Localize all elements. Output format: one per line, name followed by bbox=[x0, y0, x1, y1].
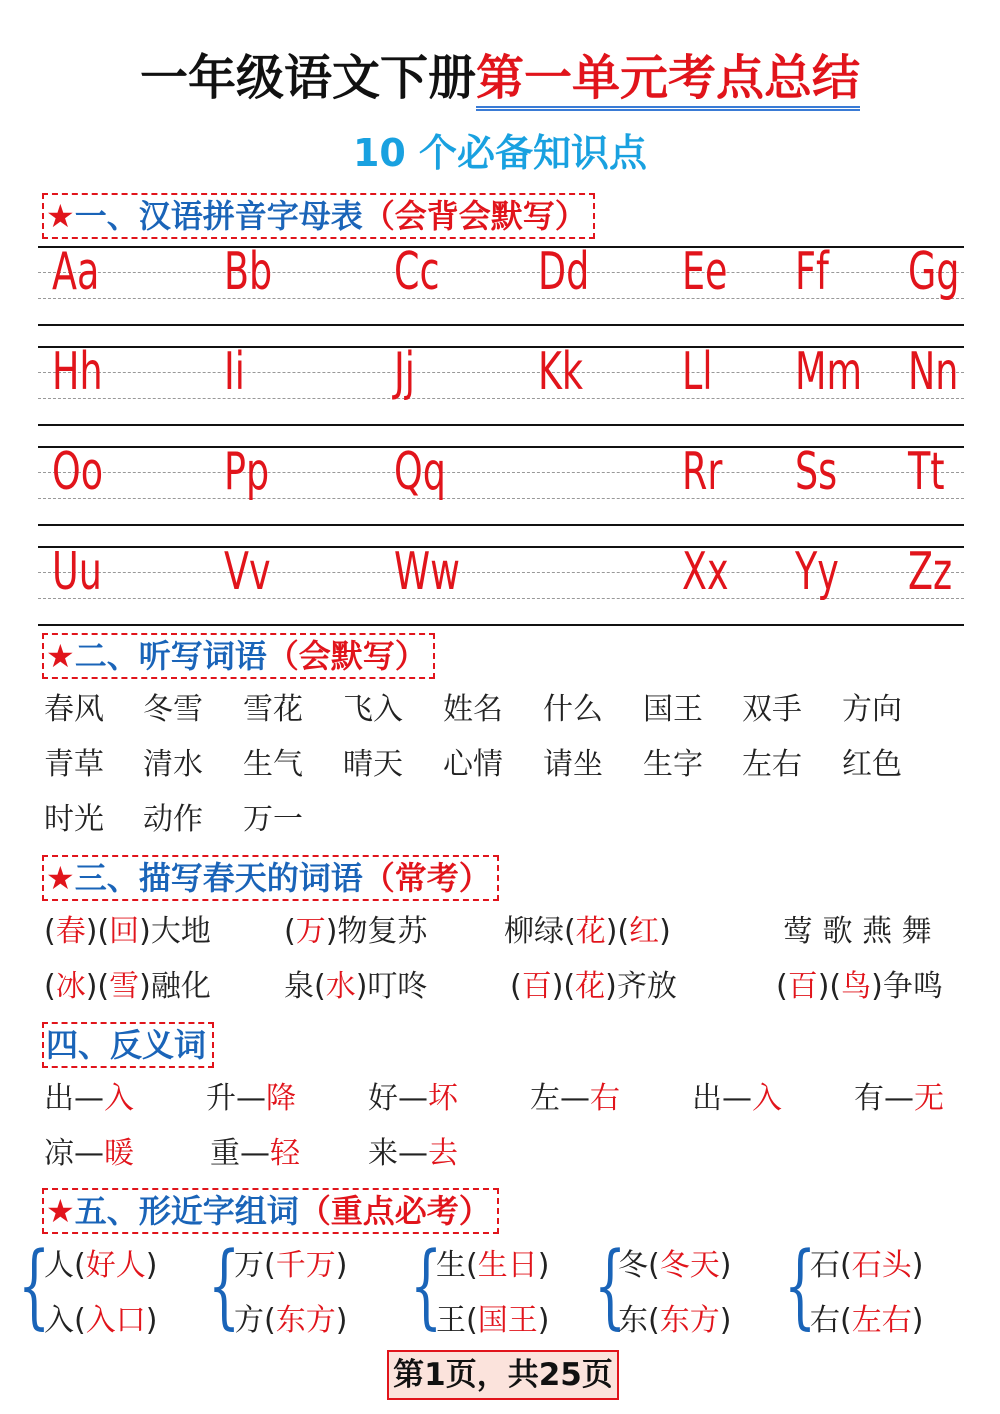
antonym-pair: 好—坏 bbox=[368, 1081, 458, 1116]
word: 冬雪 bbox=[143, 692, 203, 727]
section-title: 四、反义词 bbox=[46, 1026, 207, 1064]
phrase: 柳绿(花)(红) bbox=[504, 914, 671, 949]
section-header-alphabet bbox=[42, 193, 595, 239]
letter-pair: Uu bbox=[52, 542, 102, 602]
word: 雪花 bbox=[243, 692, 303, 727]
word: 心情 bbox=[443, 747, 503, 782]
letter-pair: Zz bbox=[908, 542, 953, 602]
letter-pair: Ss bbox=[795, 442, 838, 502]
phrase: 泉(水)叮咚 bbox=[284, 969, 428, 1004]
section-title: 二、听写词语 bbox=[74, 637, 267, 675]
char-word: 生(生日) bbox=[436, 1248, 550, 1283]
char-word: 冬(冬天) bbox=[618, 1248, 732, 1283]
letter-pair: Rr bbox=[682, 442, 723, 502]
letter-pair: Mm bbox=[795, 342, 863, 402]
char-word: 石(石头) bbox=[810, 1248, 924, 1283]
letter-pair: Nn bbox=[908, 342, 959, 402]
letter-pair: Jj bbox=[394, 342, 415, 402]
letter-pair: Ii bbox=[224, 342, 245, 402]
section-note: （会默写） bbox=[266, 637, 427, 675]
section-header-dictation bbox=[42, 633, 435, 679]
phrase: (春)(回)大地 bbox=[44, 914, 211, 949]
char-word: 东(东方) bbox=[618, 1303, 732, 1338]
word: 生字 bbox=[643, 747, 703, 782]
section-title: 五、形近字组词 bbox=[74, 1192, 299, 1230]
letter-pair: Xx bbox=[682, 542, 729, 602]
letter-pair: Kk bbox=[538, 342, 584, 402]
section-note: （会背会默写） bbox=[362, 197, 587, 235]
brace-icon: { bbox=[208, 1232, 241, 1339]
letter-pair: Cc bbox=[394, 242, 440, 302]
word: 红色 bbox=[842, 747, 902, 782]
letter-pair: Ll bbox=[682, 342, 713, 402]
word: 飞入 bbox=[343, 692, 403, 727]
char-word: 入(入口) bbox=[44, 1303, 158, 1338]
letter-pair: Ee bbox=[682, 242, 728, 302]
word: 国王 bbox=[643, 692, 703, 727]
word: 双手 bbox=[742, 692, 802, 727]
phrase: (百)(鸟)争鸣 bbox=[776, 969, 943, 1004]
letter-pair: Vv bbox=[224, 542, 271, 602]
letter-pair: Tt bbox=[908, 442, 945, 502]
char-word: 右(左右) bbox=[810, 1303, 924, 1338]
char-word: 王(国王) bbox=[436, 1303, 550, 1338]
word: 万一 bbox=[243, 802, 303, 837]
antonym-pair: 左—右 bbox=[530, 1081, 620, 1116]
section-title: 一、汉语拼音字母表 bbox=[74, 197, 363, 235]
phrase: 莺 歌 燕 舞 bbox=[783, 914, 932, 949]
word: 请坐 bbox=[543, 747, 603, 782]
section-header-spring bbox=[42, 855, 499, 901]
section-note: （重点必考） bbox=[298, 1192, 491, 1230]
antonym-pair: 升—降 bbox=[206, 1081, 296, 1116]
word: 时光 bbox=[44, 802, 104, 837]
word: 什么 bbox=[543, 692, 603, 727]
antonym-pair: 出—入 bbox=[692, 1081, 782, 1116]
antonym-pair: 重—轻 bbox=[210, 1136, 300, 1171]
phrase: (万)物复苏 bbox=[284, 914, 428, 949]
word: 方向 bbox=[842, 692, 902, 727]
page-subtitle: 10 个必备知识点 bbox=[352, 131, 648, 175]
char-word: 万(千万) bbox=[234, 1248, 348, 1283]
word: 姓名 bbox=[443, 692, 503, 727]
brace-icon: { bbox=[410, 1232, 443, 1339]
antonym-pair: 凉—暖 bbox=[44, 1136, 134, 1171]
letter-pair: Ff bbox=[795, 242, 829, 302]
star-icon: ★ bbox=[46, 637, 75, 675]
char-word: 人(好人) bbox=[44, 1248, 158, 1283]
word: 生气 bbox=[243, 747, 303, 782]
word: 清水 bbox=[143, 747, 203, 782]
section-note: （常考） bbox=[362, 859, 491, 897]
letter-pair: Yy bbox=[795, 542, 839, 602]
antonym-pair: 有—无 bbox=[854, 1081, 944, 1116]
char-word: 方(东方) bbox=[234, 1303, 348, 1338]
letter-pair: Ww bbox=[394, 542, 460, 602]
letter-pair: Hh bbox=[52, 342, 103, 402]
brace-icon: { bbox=[784, 1232, 817, 1339]
brace-icon: { bbox=[594, 1232, 627, 1339]
word: 动作 bbox=[143, 802, 203, 837]
word: 春风 bbox=[44, 692, 104, 727]
title-part2: 第一单元考点总结 bbox=[476, 50, 860, 111]
antonym-pair: 来—去 bbox=[368, 1136, 458, 1171]
letter-pair: Pp bbox=[224, 442, 270, 502]
letter-pair: Aa bbox=[52, 242, 100, 302]
section-title: 三、描写春天的词语 bbox=[74, 859, 363, 897]
phrase: (冰)(雪)融化 bbox=[44, 969, 211, 1004]
letter-pair: Qq bbox=[394, 442, 446, 502]
word: 晴天 bbox=[343, 747, 403, 782]
star-icon: ★ bbox=[46, 859, 75, 897]
letter-pair: Oo bbox=[52, 442, 104, 502]
page-title bbox=[0, 48, 1000, 108]
antonym-pair: 出—入 bbox=[44, 1081, 134, 1116]
letter-pair: Gg bbox=[908, 242, 960, 302]
section-header-similar bbox=[42, 1188, 499, 1234]
phrase: (百)(花)齐放 bbox=[510, 969, 677, 1004]
word: 青草 bbox=[44, 747, 104, 782]
letter-pair: Bb bbox=[224, 242, 273, 302]
section-header-antonyms bbox=[42, 1022, 214, 1068]
letter-pair: Dd bbox=[538, 242, 590, 302]
word: 左右 bbox=[742, 747, 802, 782]
page-indicator: 第1页，共25页 bbox=[387, 1350, 619, 1400]
star-icon: ★ bbox=[46, 197, 75, 235]
brace-icon: { bbox=[18, 1232, 51, 1339]
star-icon: ★ bbox=[46, 1192, 75, 1230]
title-part1: 一年级语文下册 bbox=[139, 50, 476, 106]
